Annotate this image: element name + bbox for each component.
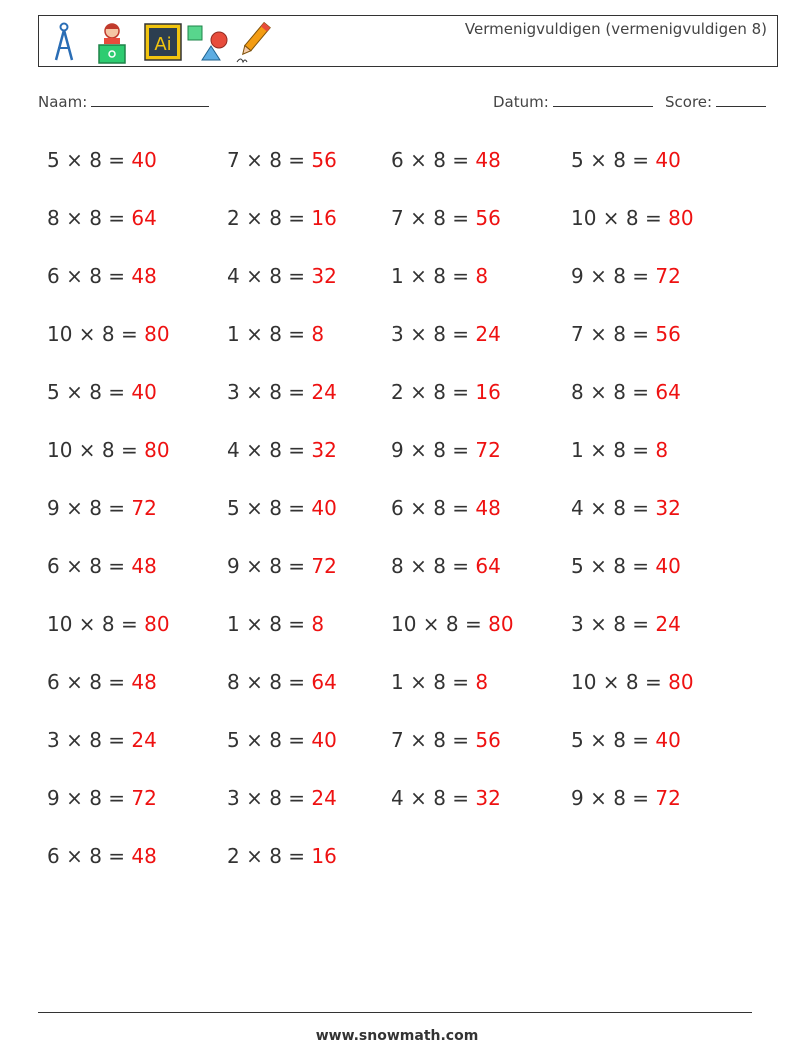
shapes-icon — [185, 20, 231, 64]
problem-answer: 72 — [655, 264, 681, 288]
score-label: Score: — [665, 93, 713, 111]
problem-question: 4 × 8 = — [391, 786, 476, 810]
worksheet-title: Vermenigvuldigen (vermenigvuldigen 8) — [464, 20, 767, 38]
problem-question: 9 × 8 = — [391, 438, 476, 462]
problem-answer: 72 — [655, 786, 681, 810]
problem-question: 5 × 8 = — [571, 148, 656, 172]
problem-question: 1 × 8 = — [391, 670, 476, 694]
problem-answer: 24 — [311, 786, 337, 810]
problem-item — [391, 496, 501, 520]
problem-answer: 64 — [655, 380, 681, 404]
problem-answer: 64 — [475, 554, 501, 578]
problem-item — [391, 322, 501, 346]
problem-question: 5 × 8 = — [47, 380, 132, 404]
problem-answer: 8 — [311, 322, 325, 346]
problem-item — [47, 728, 157, 752]
problem-question: 5 × 8 = — [47, 148, 132, 172]
problem-question: 1 × 8 = — [227, 612, 312, 636]
date-field — [493, 92, 653, 111]
problem-question: 3 × 8 = — [571, 612, 656, 636]
problem-question: 4 × 8 = — [571, 496, 656, 520]
problem-question: 4 × 8 = — [227, 264, 312, 288]
problem-question: 10 × 8 = — [391, 612, 489, 636]
problem-item — [227, 496, 337, 520]
problem-question: 6 × 8 = — [391, 148, 476, 172]
problem-item — [391, 554, 501, 578]
problem-item — [571, 612, 681, 636]
problem-item — [227, 612, 324, 636]
name-field — [38, 92, 209, 111]
name-line[interactable] — [91, 92, 209, 107]
problem-answer: 56 — [475, 728, 501, 752]
problem-item — [391, 206, 501, 230]
problem-item — [391, 380, 501, 404]
name-label: Naam: — [38, 93, 88, 111]
problem-question: 5 × 8 = — [227, 728, 312, 752]
problem-item — [47, 206, 157, 230]
problem-answer: 64 — [131, 206, 157, 230]
problem-item — [571, 380, 681, 404]
problem-answer: 32 — [311, 438, 337, 462]
date-line[interactable] — [553, 92, 653, 107]
problem-item — [571, 264, 681, 288]
problem-answer: 48 — [131, 670, 157, 694]
problem-item — [47, 322, 170, 346]
problem-item — [571, 148, 681, 172]
problem-answer: 80 — [668, 206, 694, 230]
problem-question: 9 × 8 = — [227, 554, 312, 578]
problem-answer: 40 — [655, 148, 681, 172]
problem-item — [391, 264, 488, 288]
problem-item — [227, 670, 337, 694]
problem-question: 3 × 8 = — [391, 322, 476, 346]
problem-answer: 48 — [131, 554, 157, 578]
problem-item — [571, 496, 681, 520]
problem-answer: 48 — [131, 264, 157, 288]
problem-item — [391, 612, 514, 636]
problem-item — [571, 670, 694, 694]
problem-question: 6 × 8 = — [47, 670, 132, 694]
problem-answer: 16 — [311, 844, 337, 868]
worksheet-header — [38, 15, 778, 67]
problem-item — [391, 148, 501, 172]
problem-question: 2 × 8 = — [227, 844, 312, 868]
problem-item — [227, 322, 324, 346]
problem-item — [47, 786, 157, 810]
problem-answer: 56 — [655, 322, 681, 346]
problem-item — [391, 786, 501, 810]
problem-item — [227, 380, 337, 404]
problem-item — [571, 322, 681, 346]
problem-question: 1 × 8 = — [227, 322, 312, 346]
pencil-icon — [235, 20, 271, 64]
problem-question: 6 × 8 = — [47, 264, 132, 288]
problem-answer: 80 — [144, 322, 170, 346]
problem-answer: 16 — [475, 380, 501, 404]
problem-question: 10 × 8 = — [571, 670, 669, 694]
problem-answer: 8 — [655, 438, 669, 462]
problem-answer: 40 — [311, 496, 337, 520]
problem-question: 4 × 8 = — [227, 438, 312, 462]
problem-answer: 80 — [144, 438, 170, 462]
illustrator-icon — [143, 20, 183, 64]
problem-question: 8 × 8 = — [227, 670, 312, 694]
problem-item — [227, 728, 337, 752]
problem-item — [227, 148, 337, 172]
problem-item — [571, 728, 681, 752]
problem-item — [47, 844, 157, 868]
problem-answer: 8 — [311, 612, 325, 636]
problem-answer: 56 — [475, 206, 501, 230]
problem-question: 10 × 8 = — [47, 438, 145, 462]
problem-question: 8 × 8 = — [391, 554, 476, 578]
problem-answer: 40 — [131, 380, 157, 404]
problem-answer: 40 — [131, 148, 157, 172]
problem-question: 5 × 8 = — [227, 496, 312, 520]
problem-answer: 48 — [475, 496, 501, 520]
problem-question: 6 × 8 = — [391, 496, 476, 520]
problem-answer: 16 — [311, 206, 337, 230]
problem-answer: 40 — [311, 728, 337, 752]
problem-item — [47, 148, 157, 172]
problem-answer: 40 — [655, 554, 681, 578]
problem-answer: 72 — [131, 496, 157, 520]
problem-answer: 24 — [655, 612, 681, 636]
problem-answer: 32 — [655, 496, 681, 520]
problem-answer: 48 — [131, 844, 157, 868]
problem-question: 2 × 8 = — [227, 206, 312, 230]
problem-item — [47, 670, 157, 694]
teacher-icon — [95, 20, 129, 64]
problem-question: 5 × 8 = — [571, 728, 656, 752]
problem-item — [47, 438, 170, 462]
problem-item — [227, 438, 337, 462]
problem-item — [571, 786, 681, 810]
problem-question: 9 × 8 = — [47, 496, 132, 520]
problem-item — [571, 554, 681, 578]
problem-item — [571, 206, 694, 230]
problem-question: 7 × 8 = — [227, 148, 312, 172]
problem-answer: 72 — [311, 554, 337, 578]
problem-answer: 32 — [475, 786, 501, 810]
problem-item — [227, 264, 337, 288]
problem-item — [391, 728, 501, 752]
problem-item — [391, 438, 501, 462]
problem-item — [227, 786, 337, 810]
problem-answer: 48 — [475, 148, 501, 172]
problem-question: 5 × 8 = — [571, 554, 656, 578]
problem-answer: 80 — [488, 612, 514, 636]
problem-answer: 24 — [131, 728, 157, 752]
illustrator-text: Ai — [154, 34, 172, 55]
problem-item — [227, 844, 337, 868]
problem-question: 6 × 8 = — [47, 844, 132, 868]
problem-item — [47, 612, 170, 636]
problem-answer: 72 — [131, 786, 157, 810]
problem-question: 7 × 8 = — [391, 206, 476, 230]
problem-question: 1 × 8 = — [391, 264, 476, 288]
problem-answer: 64 — [311, 670, 337, 694]
problem-question: 9 × 8 = — [571, 786, 656, 810]
problem-question: 10 × 8 = — [47, 612, 145, 636]
problem-answer: 8 — [475, 264, 489, 288]
problem-item — [391, 670, 488, 694]
problem-item — [47, 554, 157, 578]
problem-question: 3 × 8 = — [47, 728, 132, 752]
compass-icon — [51, 20, 77, 64]
problem-question: 2 × 8 = — [391, 380, 476, 404]
score-line[interactable] — [716, 92, 766, 107]
problem-answer: 24 — [311, 380, 337, 404]
problem-question: 8 × 8 = — [47, 206, 132, 230]
problem-item — [47, 496, 157, 520]
problem-answer: 80 — [144, 612, 170, 636]
problem-answer: 40 — [655, 728, 681, 752]
problem-answer: 72 — [475, 438, 501, 462]
problem-question: 6 × 8 = — [47, 554, 132, 578]
problem-item — [227, 206, 337, 230]
problem-question: 10 × 8 = — [571, 206, 669, 230]
problem-question: 7 × 8 = — [571, 322, 656, 346]
problem-answer: 8 — [475, 670, 489, 694]
problem-answer: 24 — [475, 322, 501, 346]
problem-question: 9 × 8 = — [47, 786, 132, 810]
score-field — [665, 92, 766, 111]
footer-divider — [38, 1012, 752, 1013]
problem-question: 9 × 8 = — [571, 264, 656, 288]
problem-answer: 56 — [311, 148, 337, 172]
problem-question: 8 × 8 = — [571, 380, 656, 404]
problem-answer: 80 — [668, 670, 694, 694]
problem-question: 1 × 8 = — [571, 438, 656, 462]
problem-item — [47, 264, 157, 288]
problem-item — [47, 380, 157, 404]
problem-item — [571, 438, 668, 462]
problem-answer: 32 — [311, 264, 337, 288]
problem-item — [227, 554, 337, 578]
problem-question: 10 × 8 = — [47, 322, 145, 346]
date-label: Datum: — [493, 93, 549, 111]
footer-url[interactable]: www.snowmath.com — [315, 1028, 479, 1044]
problem-question: 7 × 8 = — [391, 728, 476, 752]
problem-question: 3 × 8 = — [227, 380, 312, 404]
problem-question: 3 × 8 = — [227, 786, 312, 810]
